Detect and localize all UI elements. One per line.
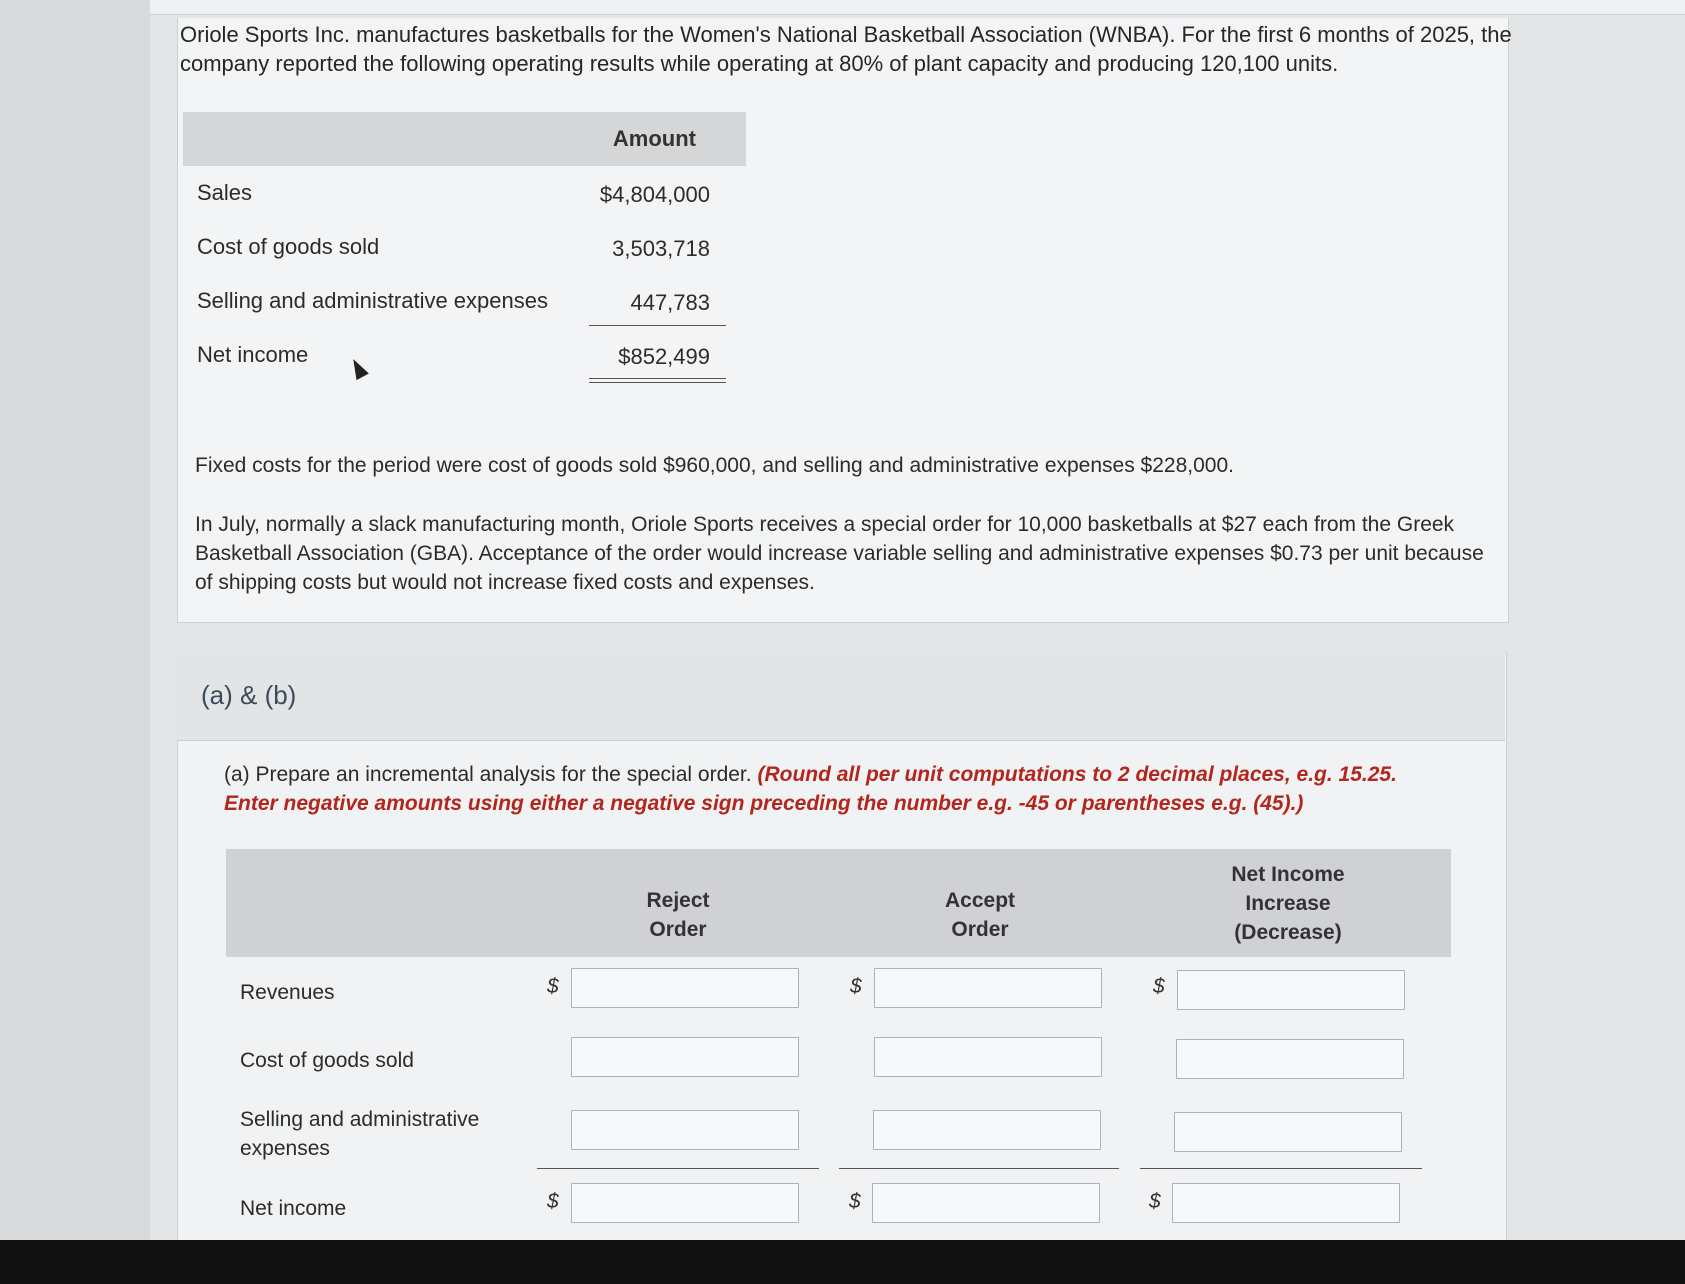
row-label: Cost of goods sold [197,234,380,259]
top-bar [150,0,1685,15]
sum-rule-reject [537,1168,819,1169]
row-label-sa [240,1105,479,1163]
row-label: Sales [197,180,253,205]
sum-rule-accept [839,1168,1119,1169]
row-label: Selling and administrative expenses [197,288,548,313]
row-value: $852,499 [618,344,710,369]
col-header-line: Net Income [1231,863,1345,886]
row-label-line: expenses [240,1137,330,1160]
cogs-reject-input[interactable] [571,1037,799,1077]
problem-intro: Oriole Sports Inc. manufactures basketballs for the Women's National Basketball Association (WNBA). For the first 6 months of 2025, the company reported the following operating results while operating at 80% of plant capacity and producing 120,100 units. [180,22,1512,76]
table-row-net-income [183,328,746,382]
table-header [183,112,746,166]
ni-net-input[interactable] [1172,1183,1400,1223]
part-header [177,652,1505,741]
cogs-accept-input[interactable] [874,1037,1102,1077]
row-value: $4,804,000 [599,182,710,207]
currency-sign: $ [1149,1190,1161,1213]
currency-sign: $ [547,975,559,998]
revenues-reject-input[interactable] [571,968,799,1008]
total-double-rule [589,378,726,383]
row-value: 3,503,718 [612,236,710,261]
row-value: 447,783 [630,290,710,315]
table-row-cogs [183,220,746,274]
ni-accept-input[interactable] [872,1183,1100,1223]
currency-sign: $ [547,1190,559,1213]
col-header-line: Order [951,918,1009,941]
table-row-sales [183,166,746,220]
amount-header: Amount [612,126,696,151]
row-label-cogs: Cost of goods sold [240,1049,414,1072]
col-header-line: Order [649,918,707,941]
col-header-accept [920,886,1040,944]
instruction-hint: (Round all per unit computations to 2 decimal places, e.g. 15.25. Enter negative amounts using either a negative sign preceding the number e.g. -45 or parentheses e.g. (45).) [224,763,1397,815]
cogs-net-input[interactable] [1176,1039,1404,1079]
revenues-accept-input[interactable] [874,968,1102,1008]
revenues-net-input[interactable] [1177,970,1405,1010]
monitor-bezel [0,1240,1685,1284]
instruction [224,760,1414,818]
row-label: Net income [197,342,309,367]
subtotal-rule [589,325,726,326]
col-header-reject [618,886,738,944]
col-header-line: Increase [1245,892,1331,915]
fixed-costs-text: Fixed costs for the period were cost of goods sold $960,000, and selling and administrative expenses $228,000. [195,454,1234,477]
special-order-text: In July, normally a slack manufacturing month, Oriole Sports receives a special order for 10,000 basketballs at $27 each from the Greek Basketball Association (GBA). Acceptance of the order would increase variable selling and administrative expenses $0.73 per unit because of shipping costs but would not increase fixed costs and expenses. [195,513,1484,594]
table-row-sa [183,274,746,328]
sa-accept-input[interactable] [873,1110,1101,1150]
instruction-lead: (a) Prepare an incremental analysis for the special order. [224,763,752,786]
row-label-net-income: Net income [240,1197,347,1220]
operating-results-table [183,112,746,382]
col-header-net [1208,860,1368,947]
sa-net-input[interactable] [1174,1112,1402,1152]
sa-reject-input[interactable] [571,1110,799,1150]
currency-sign: $ [850,975,862,998]
ni-reject-input[interactable] [571,1183,799,1223]
currency-sign: $ [1153,975,1165,998]
row-label-revenues: Revenues [240,981,335,1004]
row-label-line: Selling and administrative [240,1108,480,1131]
col-header-line: (Decrease) [1234,921,1342,944]
part-title: (a) & (b) [201,680,297,710]
sum-rule-net [1140,1168,1422,1169]
currency-sign: $ [849,1190,861,1213]
col-header-line: Accept [944,889,1016,912]
page-edge [0,0,150,1240]
col-header-line: Reject [646,889,710,912]
